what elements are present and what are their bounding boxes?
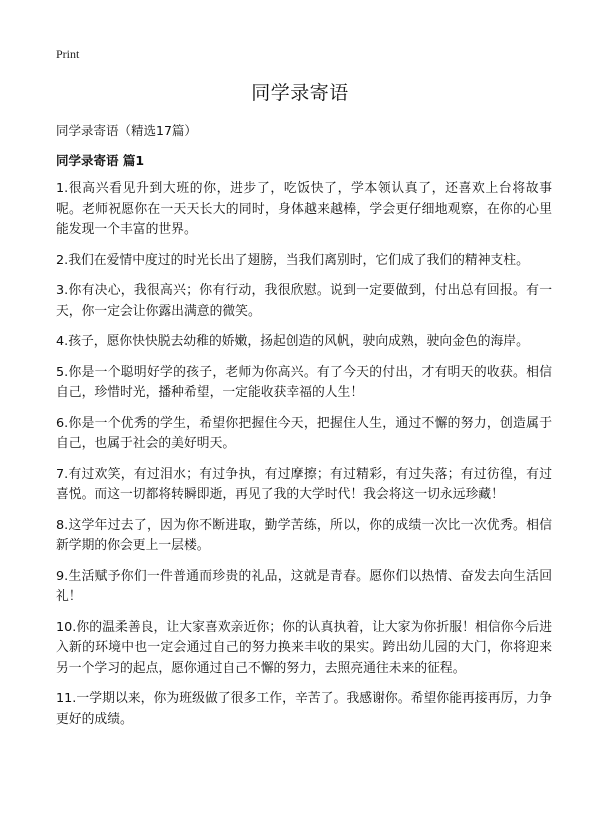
- list-item: 10.你的温柔善良，让大家喜欢亲近你；你的认真执着，让大家为你折服！相信你今后进入新的环境中也一定会通过自己的努力换来丰收的果实。跨出幼儿园的大门，你将迎来另一个学习的起点，愿你通过自己不懈的努力，去照亮通往未来的征程。: [56, 619, 552, 676]
- list-item: 9.生活赋予你们一件普通而珍贵的礼品，这就是青春。愿你们以热情、奋发去向生活回礼！: [56, 568, 552, 604]
- list-item: 5.你是一个聪明好学的孩子，老师为你高兴。有了今天的付出，才有明天的收获。相信自己，珍惜时光，播种希望，一定能收获幸福的人生！: [56, 364, 552, 400]
- document-subtitle: 同学录寄语（精选17篇）: [56, 123, 197, 138]
- list-item: 11.一学期以来，你为班级做了很多工作，辛苦了。我感谢你。希望你能再接再厉，力争更好的成绩。: [56, 691, 552, 727]
- list-item: 8.这学年过去了，因为你不断进取，勤学苦练，所以，你的成绩一次比一次优秀。相信新学期的你会更上一层楼。: [56, 517, 552, 553]
- page-title: 同学录寄语: [251, 82, 349, 104]
- list-item: 6.你是一个优秀的学生，希望你把握住今天，把握住人生，通过不懈的努力，创造属于自己，也属于社会的美好明天。: [56, 415, 552, 451]
- print-link[interactable]: Print: [56, 47, 80, 61]
- list-item: 4.孩子，愿你快快脱去幼稚的娇嫩，扬起创造的风帆，驶向成熟，驶向金色的海岸。: [56, 334, 529, 349]
- list-item: 3.你有决心，我很高兴；你有行动，我很欣慰。说到一定要做到，付出总有回报。有一天，你一定会让你露出满意的微笑。: [56, 283, 552, 319]
- list-item: 2.我们在爱情中度过的时光长出了翅膀，当我们离别时，它们成了我们的精神支柱。: [56, 252, 529, 268]
- list-item: 1.很高兴看见升到大班的你，进步了，吃饭快了，学本领认真了，还喜欢上台将故事呢。老师祝愿你在一天天长大的同时，身体越来越棒，学会更仔细地观察，在你的心里能发现一个丰富的世界。: [56, 181, 552, 237]
- section-heading: 同学录寄语 篇1: [56, 153, 145, 168]
- list-item: 7.有过欢笑，有过泪水；有过争执，有过摩擦；有过精彩，有过失落；有过彷徨，有过喜悦。而这一切都将转瞬即逝，再见了我的大学时代！我会将这一切永远珍藏！: [56, 466, 552, 502]
- entry-list: [56, 179, 552, 740]
